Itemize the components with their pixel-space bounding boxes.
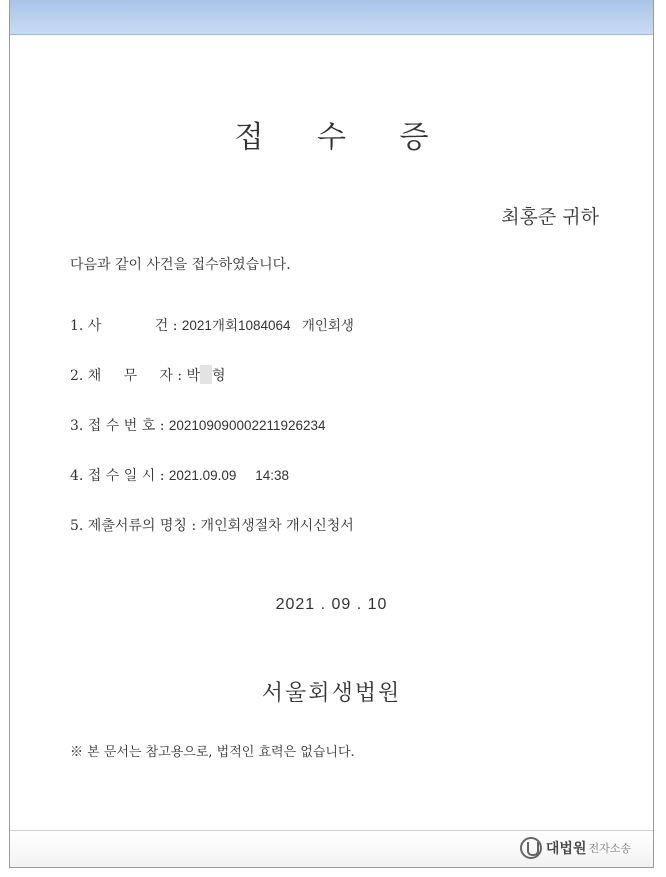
court-emblem-icon: [520, 837, 542, 859]
item-value: 202109090002211926234: [168, 418, 326, 433]
issue-date: 2021 . 09 . 10: [275, 596, 388, 613]
redaction-mask: [200, 365, 212, 384]
intro-text: 다음과 같이 사건을 접수하였습니다.: [70, 257, 291, 273]
footer-bar: [10, 830, 653, 867]
recipient: 최홍준 귀하: [501, 206, 599, 228]
item-debtor: [70, 365, 226, 385]
item-value: 박: [186, 368, 201, 384]
logo-sub: 전자소송: [588, 842, 631, 855]
title-char: 증: [399, 120, 429, 155]
court-name: 서울회생법원: [261, 681, 402, 706]
item-label: 5. 제출서류의 명칭 :: [70, 518, 201, 534]
document-frame: [9, 0, 654, 868]
item-case: [70, 314, 354, 335]
ecourt-logo[interactable]: [520, 837, 631, 859]
logo-name: 대법원: [545, 841, 587, 857]
item-value-tail: 형: [212, 368, 226, 384]
item-value: 2021.09.09 14:38: [168, 468, 289, 483]
disclaimer-note: ※ 본 문서는 참고용으로, 법적인 효력은 없습니다.: [70, 745, 355, 760]
item-receipt-datetime: [70, 465, 289, 485]
title-char: 수: [317, 120, 346, 155]
item-receipt-number: [70, 415, 326, 435]
item-label: 4. 접 수 일 시 :: [70, 468, 169, 484]
item-value: 개인회생절차 개시신청서: [200, 518, 354, 534]
top-bar: [10, 0, 653, 35]
title-char: 접: [234, 120, 264, 155]
item-value: 2021개회1084064 개인회생: [181, 318, 354, 333]
item-label: 2. 채 무 자 :: [70, 368, 187, 384]
document-title: [10, 112, 653, 156]
item-label: 1. 사 건 :: [70, 318, 182, 334]
item-document-name: [70, 515, 354, 535]
item-label: 3. 접 수 번 호 :: [70, 418, 169, 434]
